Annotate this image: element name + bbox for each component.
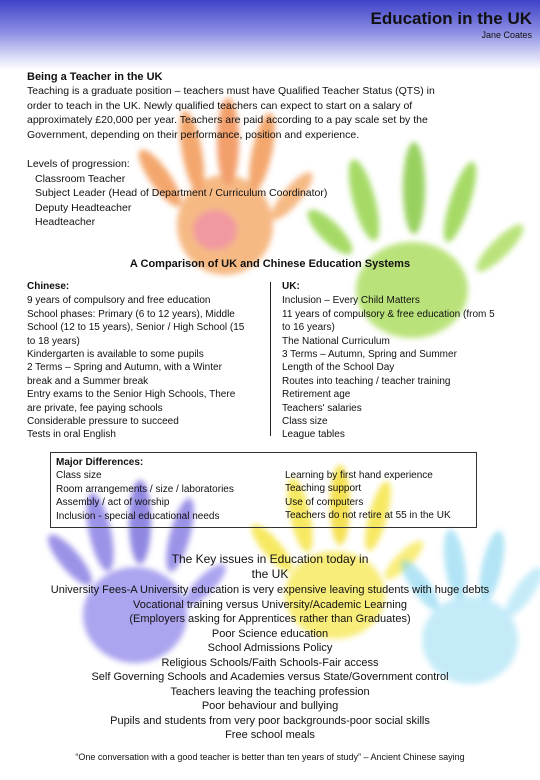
- comparison-title: A Comparison of UK and Chinese Education Systems: [129, 258, 411, 270]
- issue-item: Teachers leaving the teaching profession: [170, 685, 370, 698]
- issue-item: Poor behaviour and bullying: [201, 700, 339, 712]
- teacher-text-line: approximately £20,000 per year. Teachers are paid according to a pay scale set by the: [27, 114, 428, 127]
- teacher-section: [27, 70, 435, 142]
- uk-line: to 16 years): [282, 322, 335, 334]
- progression-item: Headteacher: [35, 216, 96, 229]
- uk-heading: UK:: [282, 281, 300, 292]
- issues-title-line: The Key issues in Education today in: [171, 552, 369, 566]
- progression-item: Subject Leader (Head of Department / Curriculum Coordinator): [35, 187, 328, 200]
- chinese-line: break and a Summer break: [27, 375, 149, 387]
- progression-item: Deputy Headteacher: [35, 201, 132, 214]
- teacher-text-line: Teaching is a graduate position – teachers must have Qualified Teacher Status (QTS) in: [27, 85, 435, 97]
- progression-section: [27, 157, 327, 230]
- chinese-line: School (12 to 15 years), Senior / High School (15: [27, 322, 245, 334]
- difference-item: Teaching support: [285, 483, 362, 495]
- uk-line: Retirement age: [282, 389, 351, 401]
- issues-list: [0, 583, 540, 743]
- chinese-line: are private, fee paying schools: [27, 402, 163, 414]
- column-divider: [270, 282, 271, 436]
- chinese-line: Kindergarten is available to some pupils: [27, 349, 204, 361]
- uk-line: Length of the School Day: [282, 362, 395, 374]
- teacher-text-line: Government, depending on their performance, position and experience.: [27, 128, 360, 141]
- uk-column: [282, 280, 495, 442]
- progression-item: Classroom Teacher: [35, 172, 126, 185]
- difference-item: Inclusion - special educational needs: [56, 510, 220, 522]
- chinese-line: 9 years of compulsory and free education: [27, 295, 211, 307]
- issue-item: School Admissions Policy: [207, 642, 333, 654]
- progression-heading: Levels of progression:: [27, 158, 130, 170]
- difference-item: Room arrangements / size / laboratories: [56, 483, 234, 495]
- chinese-column: [27, 280, 244, 442]
- chinese-line: Considerable pressure to succeed: [27, 416, 179, 428]
- page-title: Education in the UK: [370, 9, 532, 28]
- difference-item: Class size: [56, 470, 102, 482]
- author-name: Jane Coates: [481, 30, 532, 40]
- differences-heading: Major Differences:: [56, 457, 144, 468]
- differences-right: [285, 469, 451, 523]
- chinese-line: School phases: Primary (6 to 12 years), Middle: [27, 308, 235, 320]
- teacher-text-line: order to teach in the UK. Newly qualified teachers can expect to start on a salary of: [27, 99, 413, 112]
- chinese-line: Entry exams to the Senior High Schools, There: [27, 389, 236, 401]
- difference-item: Use of computers: [285, 496, 364, 508]
- issue-item: Free school meals: [225, 729, 315, 741]
- issue-item: (Employers asking for Apprentices rather than Graduates): [129, 613, 411, 625]
- teacher-heading: Being a Teacher in the UK: [27, 71, 163, 83]
- difference-item: Learning by first hand experience: [285, 470, 433, 481]
- uk-line: Class size: [282, 416, 328, 428]
- uk-line: Routes into teaching / teacher training: [282, 375, 451, 387]
- issue-item: Pupils and students from very poor backgrounds-poor social skills: [110, 714, 430, 727]
- uk-line: 3 Terms – Autumn, Spring and Summer: [282, 349, 457, 361]
- issue-item: Religious Schools/Faith Schools-Fair access: [161, 656, 379, 669]
- difference-item: Teachers do not retire at 55 in the UK: [285, 510, 451, 522]
- chinese-line: to 18 years): [27, 335, 80, 347]
- issues-title: [0, 552, 540, 582]
- chinese-line: 2 Terms – Spring and Autumn, with a Winter: [27, 362, 222, 374]
- uk-line: Inclusion – Every Child Matters: [282, 295, 420, 307]
- uk-line: The National Curriculum: [282, 335, 390, 347]
- uk-line: 11 years of compulsory & free education (from 5: [282, 308, 495, 320]
- issues-title-line: the UK: [251, 567, 289, 581]
- issue-item: Vocational training versus University/Academic Learning: [133, 598, 407, 611]
- uk-line: Teachers' salaries: [282, 402, 362, 414]
- chinese-heading: Chinese:: [27, 281, 70, 292]
- chinese-line: Tests in oral English: [27, 429, 116, 441]
- footer-quote: “One conversation with a good teacher is better than ten years of study” – Ancient Chinese saying: [75, 752, 465, 762]
- issue-item: Self Governing Schools and Academies versus State/Government control: [91, 671, 449, 683]
- uk-line: League tables: [282, 429, 345, 441]
- issue-item: University Fees-A University education is very expensive leaving students with huge debts: [50, 584, 490, 596]
- issue-item: Poor Science education: [211, 627, 329, 640]
- difference-item: Assembly / act of worship: [56, 497, 170, 509]
- differences-left: [56, 456, 234, 523]
